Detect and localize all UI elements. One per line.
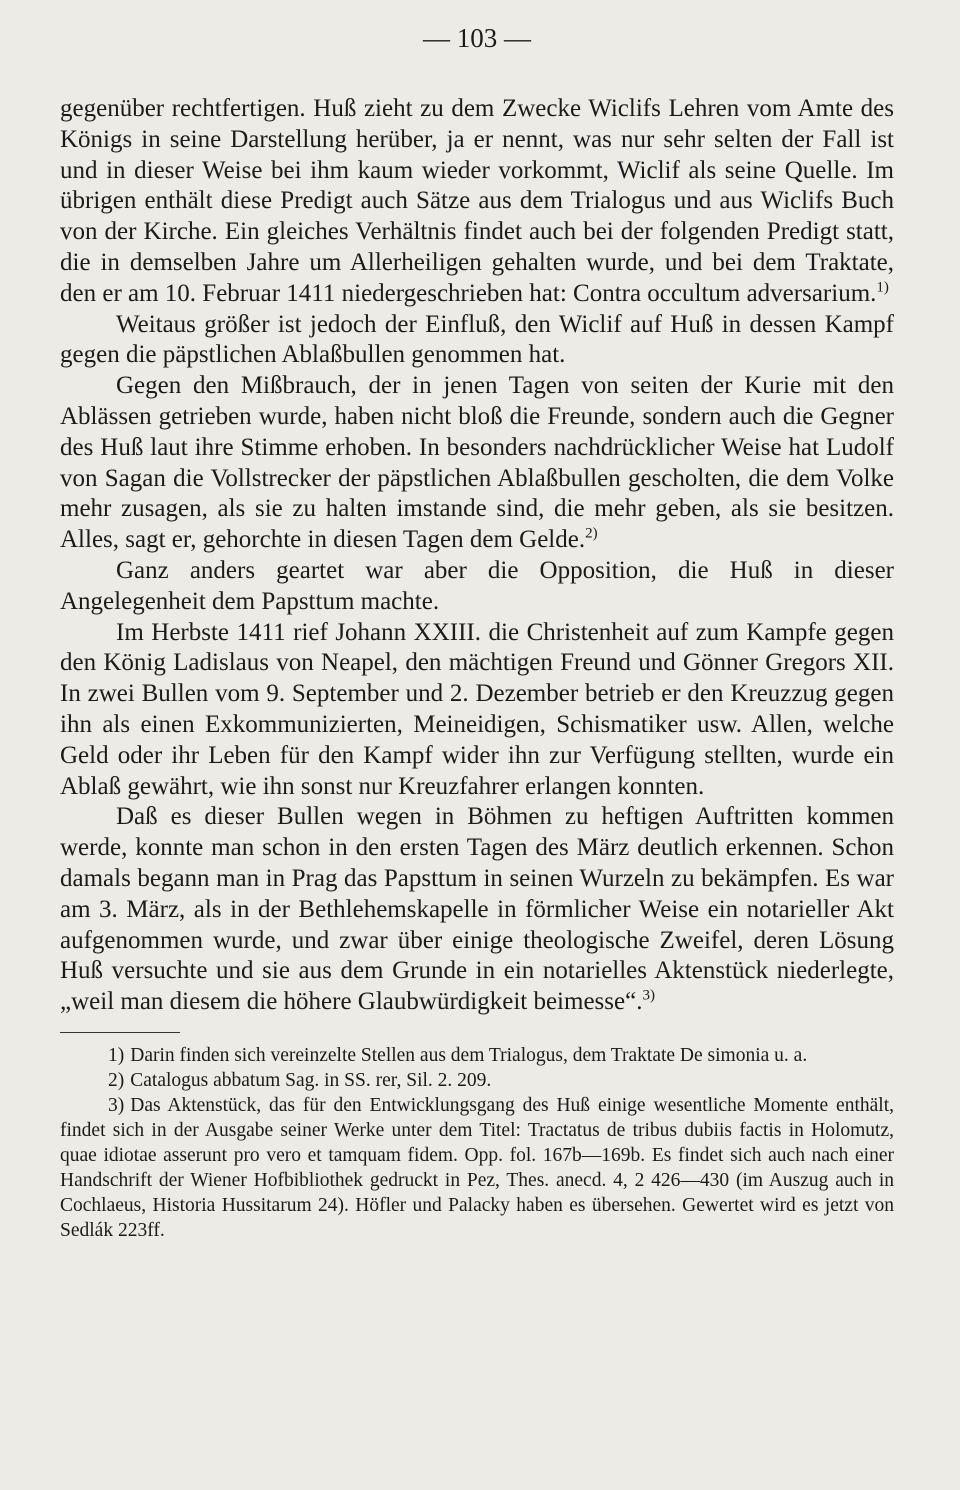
main-text [60,94,894,1018]
footnote-3: 3) Das Aktenstück, das für den Entwicklungsgang des Huß einige wesentliche Momente enthält, findet sich in der Ausgabe seiner Werke unter dem Titel: Tractatus de tribus dubiis factis in Holomutz, quae idiotae asserunt pro vero et tamquam fidem. Opp. fol. 167b—169b. Es findet sich auch nach einer Handschrift der Wiener Hofbibliothek gedruckt in Pez, Thes. anecd. 4, 2 426—430 (im Auszug auch in Cochlaeus, Historia Hussitarum 24). Höfler und Palacky haben es übersehen. Gewertet wird es jetzt von Sedlák 223ff. [60,1094,894,1241]
paragraph-5: Im Herbste 1411 rief Johann XXIII. die Christenheit auf zum Kampfe gegen den König Ladislaus von Neapel, den mächtigen Freund und Gönner Gregors XII. In zwei Bullen vom 9. September und 2. Dezember betrieb er den Kreuzzug gegen ihn als einen Exkommunizierten, Meineidigen, Schismatiker usw. Allen, welche Geld oder ihr Leben für den Kampf wider ihn zur Verfügung stellten, wurde ein Ablaß gewährt, wie ihn sonst nur Kreuzfahrer erlangen konnten. [60,618,894,800]
footnote-ref-1: 1) [876,279,889,296]
paragraph-6: Daß es dieser Bullen wegen in Böhmen zu heftigen Auftritten kommen werde, konnte man schon in den ersten Tagen des März deutlich erkennen. Schon damals begann man in Prag das Papsttum in seinen Wurzeln zu bekämpfen. Es war am 3. März, als in der Bethlehemskapelle in förmlicher Weise ein notarieller Akt aufgenommen wurde, und zwar über einige theologische Zweifel, deren Lösung Huß versuchte und sie aus dem Grunde in ein notarielles Aktenstück niederlegte, „weil man diesem die höhere Glaubwürdigkeit beimesse“.$^{3)}$ [60,803,894,1016]
page-number: — 103 — [423,23,531,53]
footnote-2: 2) Catalogus abbatum Sag. in SS. rer, Sil. 2. 209. [108,1069,492,1091]
footnote-divider [60,1032,180,1033]
paragraph-2: Weitaus größer ist jedoch der Einfluß, den Wiclif auf Huß in dessen Kampf gegen die päpstlichen Ablaßbullen genommen hat. [60,310,894,369]
footnote-ref-2: 2) [585,525,598,542]
paragraph-3: Gegen den Mißbrauch, der in jenen Tagen von seiten der Kurie mit den Ablässen getrieben wurde, haben nicht bloß die Freunde, sondern auch die Gegner des Huß laut ihre Stimme erhoben. In besonders nachdrücklicher Weise hat Ludolf von Sagan die Vollstrecker der päpstlichen Ablaßbullen gescholten, die dem Volke mehr zusagen, als sie zu halten imstande sind, die mehr geben, als sie besitzen. Alles, sagt er, gehorchte in diesen Tagen dem Gelde.$^{2)}$ [60,372,894,554]
paragraph-1: gegenüber rechtfertigen. Huß zieht zu dem Zwecke Wiclifs Lehren vom Amte des Königs in seine Darstellung herüber, ja er nennt, was nur sehr selten der Fall ist und in dieser Weise bei ihm kaum wieder vorkommt, Wiclif als seine Quelle. Im übrigen enthält diese Predigt auch Sätze aus dem Trialogus und aus Wiclifs Buch von der Kirche. Ein gleiches Verhältnis findet auch bei der folgenden Predigt statt, die in demselben Jahre um Allerheiligen gehalten wurde, und bei dem Traktate, den er am 10. Februar 1411 niedergeschrieben hat: Contra occultum adversarium.$^{1)}$ [60,95,894,307]
footnotes [60,1043,894,1243]
footnote-1: 1) Darin finden sich vereinzelte Stellen aus dem Trialogus, dem Traktate De simonia u. a. [108,1044,808,1066]
paragraph-4: Ganz anders geartet war aber die Opposition, die Huß in dieser Angelegenheit dem Papsttum machte. [60,556,894,615]
footnote-ref-3: 3) [642,987,655,1004]
